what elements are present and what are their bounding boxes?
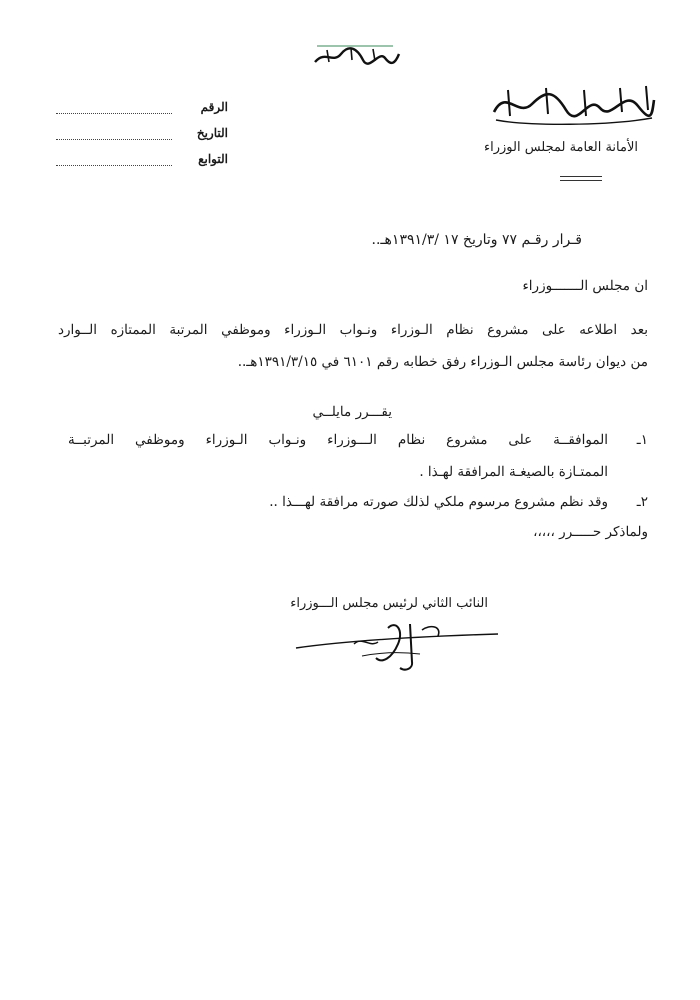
council-line: ان مجلس الـــــــوزراء [522,278,648,294]
paragraph-line-2: من ديوان رئاسة مجلس الـوزراء رفق خطابه رقم ٦١٠١ في ١٣٩١/٣/١٥هـ.. [237,354,648,370]
number-label: الرقم [200,100,228,114]
date-field [56,126,236,146]
decision-line: قـرار رقـم ٧٧ وتاريخ ١٧ /١٣٩١/٣هـ.. [371,232,582,248]
paragraph-line-1: بعد اطلاعه على مشروع نظام الـوزراء ونـواب الـوزراء وموظفي المرتبة الممتازه الــوارد [58,322,648,338]
item-2-text: وقد نظم مشروع مرسوم ملكي لذلك صورته مرافقة لهـــذا .. [269,494,608,510]
closing-line: ولماذكر حـــــرر ،،،،، [533,524,648,540]
handwritten-signature [292,618,502,674]
number-field [56,100,236,120]
basmala-calligraphy [305,40,405,68]
attachments-dotted-line [56,165,172,166]
item-1-number: ١ـ [636,432,648,448]
date-dotted-line [56,139,172,140]
resolves-heading: يقـــرر مايلــي [312,404,392,420]
item-2-number: ٢ـ [636,494,648,510]
heading-underline [560,176,602,181]
item-1-text: الموافقــة على مشروع نظام الـــوزراء ونـواب الـوزراء وموظفي المرتبــة [68,432,608,448]
item-1-continuation: الممتـازة بالصيغـة المرافقة لهـذا . [419,464,608,480]
attachments-label: التوابع [198,152,228,166]
secretariat-heading: الأمانة العامة لمجلس الوزراء [484,140,638,155]
attachments-field [56,152,236,172]
kingdom-emblem-calligraphy [488,82,658,128]
date-label: التاريخ [196,126,228,140]
signatory-title: النائب الثاني لرئيس مجلس الـــوزراء [290,596,488,611]
number-dotted-line [56,113,172,114]
